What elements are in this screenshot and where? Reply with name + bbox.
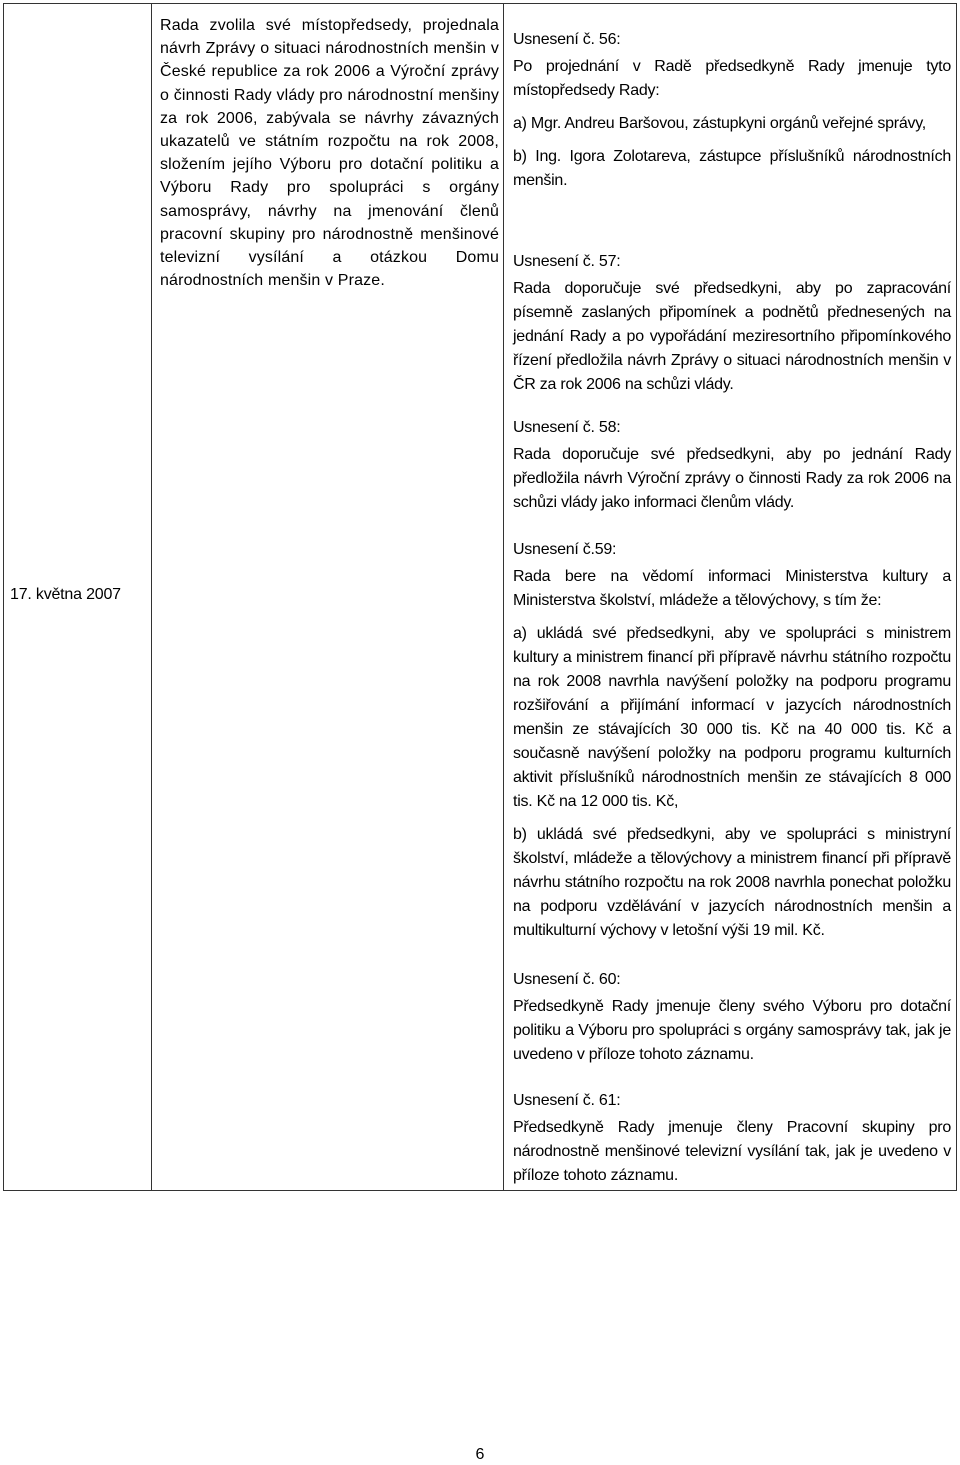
resolution-heading: Usnesení č. 61: — [513, 1092, 621, 1109]
resolution-heading: Usnesení č. 58: — [513, 419, 621, 436]
date-cell: 17. května 2007 — [10, 586, 121, 603]
column-divider — [151, 3, 152, 1191]
resolution-text: Předsedkyně Rady jmenuje členy svého Výboru pro dotační politiku a Výboru pro spolupráci s orgány samosprávy tak, jak je uvedeno v příloze tohoto záznamu. — [513, 998, 951, 1063]
resolution-59 — [513, 538, 951, 943]
resolution-60 — [513, 968, 951, 1067]
resolution-text: Rada bere na vědomí informaci Ministerstva kultury a Ministerstva školství, mládeže a tělovýchovy, s tím že: — [513, 568, 951, 609]
resolution-58 — [513, 416, 951, 515]
resolution-item-a: a) ukládá své předsedkyni, aby ve spolupráci s ministrem kultury a ministrem financí při přípravě návrhu státního rozpočtu na rok 2008 navrhla navýšení položky na podporu programu rozšiřování a přijímání informací v jazycích národnostních menšin ze stávajících 30 000 tis. Kč na 40 000 tis. Kč a současně navýšení položky na podporu programu kulturních aktivit příslušníků národnostních menšin ze stávajících 8 000 tis. Kč na 12 000 tis. Kč, — [513, 625, 951, 810]
page-number: 6 — [475, 1446, 485, 1463]
resolution-text: Předsedkyně Rady jmenuje členy Pracovní skupiny pro národnostně menšinové televizní vysílání tak, jak je uvedeno v příloze tohoto záznamu. — [513, 1119, 951, 1184]
meeting-summary: Rada zvolila své místopředsedy, projednala návrh Zprávy o situaci národnostních menšin v České republice za rok 2006 a Výroční zprávy o činnosti Rady vlády pro národnostní menšiny za rok 2006, zabývala se návrhy závazných ukazatelů ve státním rozpočtu na rok 2008, složením jejího Výboru pro dotační politiku a Výboru Rady pro spolupráci s orgány samosprávy, návrhy na jmenování členů pracovní skupiny pro národnostně menšinové televizní vysílání a otázkou Domu národnostních menšin v Praze. — [160, 17, 499, 290]
resolution-61 — [513, 1089, 951, 1188]
resolution-heading: Usnesení č. 57: — [513, 253, 621, 270]
resolution-text: Po projednání v Radě předsedkyně Rady jmenuje tyto místopředsedy Rady: — [513, 58, 951, 99]
column-divider — [503, 3, 504, 1191]
resolution-57 — [513, 250, 951, 397]
resolution-item-b: b) Ing. Igora Zolotareva, zástupce příslušníků národnostních menšin. — [513, 148, 951, 189]
resolution-text: Rada doporučuje své předsedkyni, aby po jednání Rady předložila návrh Výroční zprávy o činnosti Rady za rok 2006 na schůzi vlády jako informaci členům vlády. — [513, 446, 951, 511]
resolution-heading: Usnesení č. 60: — [513, 971, 621, 988]
resolution-56 — [513, 28, 951, 193]
resolution-heading: Usnesení č.59: — [513, 541, 617, 558]
resolution-heading: Usnesení č. 56: — [513, 31, 621, 48]
resolution-text: Rada doporučuje své předsedkyni, aby po zapracování písemně zaslaných připomínek a podnětů přednesených na jednání Rady a po vypořádání meziresortního připomínkového řízení předložila návrh Zprávy o situaci národnostních menšin v ČR za rok 2006 na schůzi vlády. — [513, 280, 951, 393]
resolution-item-b: b) ukládá své předsedkyni, aby ve spolupráci s ministryní školství, mládeže a tělovýchovy a ministrem financí při přípravě návrhu státního rozpočtu na rok 2008 navrhla ponechat položku na podporu vzdělávání v jazycích národnostních menšin a multikulturní výchovy v letošní výši 19 mil. Kč. — [513, 826, 951, 939]
resolution-item-a: a) Mgr. Andreu Baršovou, zástupkyni orgánů veřejné správy, — [513, 115, 926, 132]
